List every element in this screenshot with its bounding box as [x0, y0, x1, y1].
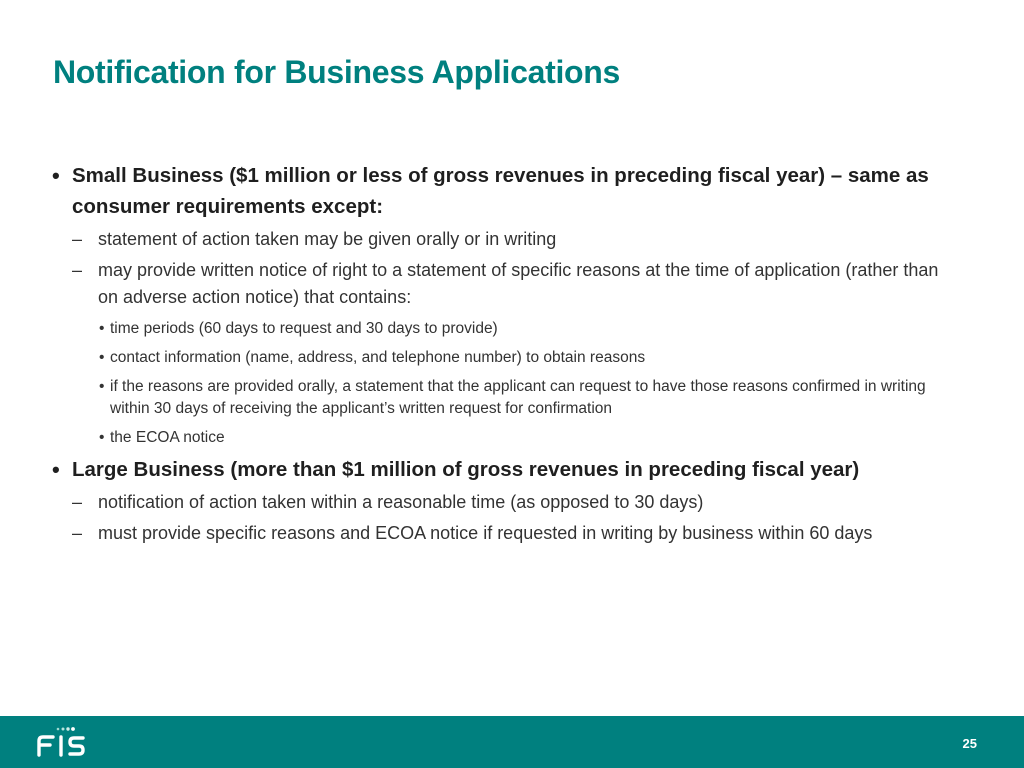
- sub-bullet-text: must provide specific reasons and ECOA notice if requested in writing by business within 60 days: [98, 523, 873, 543]
- sub-bullet: [52, 257, 962, 311]
- sub-sub-bullet: [52, 347, 962, 369]
- bullet-text: Small Business ($1 million or less of gross revenues in preceding fiscal year) – same as consumer requirements except:: [72, 164, 929, 218]
- dash-bullet: –: [72, 492, 83, 512]
- bullet-dot: •: [52, 163, 60, 188]
- dash-bullet: –: [72, 523, 83, 543]
- page-number: 25: [962, 736, 977, 751]
- bullet-large-business: [52, 454, 962, 485]
- sub-sub-bullet-text: contact information (name, address, and telephone number) to obtain reasons: [110, 349, 646, 366]
- bullet-small-business: [52, 160, 962, 222]
- sub-bullet-text: notification of action taken within a reasonable time (as opposed to 30 days): [98, 492, 704, 512]
- bullet-dot: •: [52, 457, 60, 482]
- sub-sub-bullet: [52, 376, 962, 420]
- fis-logo: [37, 725, 111, 764]
- small-bullet: •: [99, 320, 105, 337]
- sub-sub-bullet-text: if the reasons are provided orally, a statement that the applicant can request to have those reasons confirmed in writing within 30 days of receiving the applicant’s written request for confirmation: [110, 378, 926, 417]
- sub-bullet-text: statement of action taken may be given orally or in writing: [98, 229, 557, 249]
- sub-sub-bullet: [52, 427, 962, 449]
- footer-bar: [0, 716, 1024, 768]
- fis-logo-icon: [37, 725, 111, 759]
- sub-bullet: [52, 489, 962, 516]
- sub-sub-bullet-text: the ECOA notice: [110, 429, 225, 446]
- small-bullet: •: [99, 429, 105, 446]
- bullet-text: Large Business (more than $1 million of gross revenues in preceding fiscal year): [72, 458, 860, 481]
- slide-title: Notification for Business Applications: [53, 54, 621, 90]
- small-bullet: •: [99, 349, 105, 366]
- small-bullet: •: [99, 378, 105, 395]
- sub-sub-bullet-text: time periods (60 days to request and 30 days to provide): [110, 320, 498, 337]
- sub-sub-bullet: [52, 318, 962, 340]
- dash-bullet: –: [72, 260, 83, 280]
- sub-bullet-text: may provide written notice of right to a statement of specific reasons at the time of application (rather than on adverse action notice) that contains:: [98, 260, 939, 307]
- sub-bullet: [52, 226, 962, 253]
- slide-content: [52, 160, 962, 547]
- dash-bullet: –: [72, 229, 83, 249]
- sub-bullet: [52, 520, 962, 547]
